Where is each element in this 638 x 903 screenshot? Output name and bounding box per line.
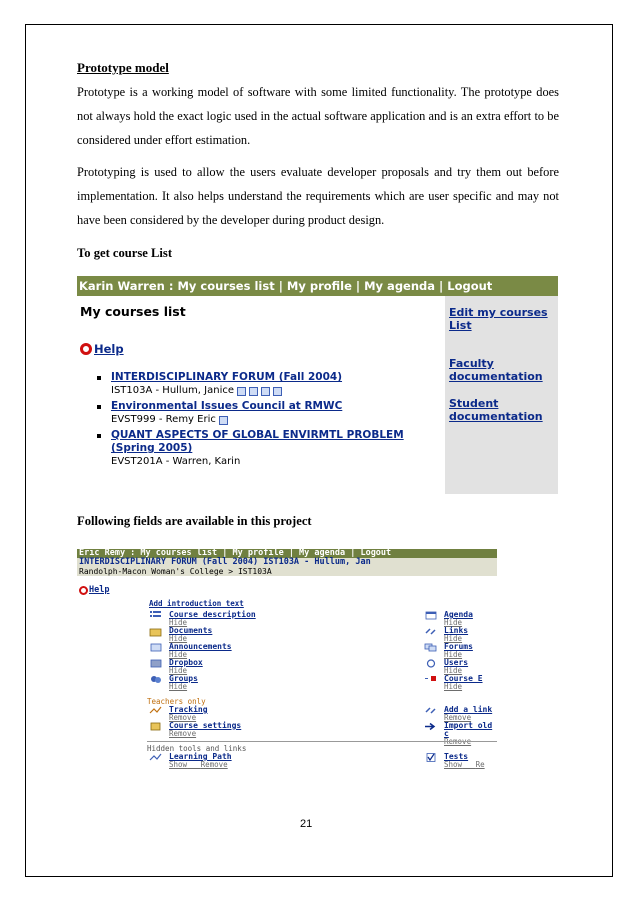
course-code-text: EVST999 - Remy Eric <box>111 414 216 425</box>
tool-action[interactable]: Hide <box>444 682 463 691</box>
shot1-help-link[interactable] <box>80 342 124 356</box>
shot2-course-title: INTERDISCIPLINARY FORUM (Fall 2004) IST103A - Hullum, Jan <box>77 558 497 567</box>
add-introduction-link[interactable]: Add introduction text <box>149 599 244 608</box>
tool-name[interactable]: Tracking <box>169 705 208 714</box>
tool-forums <box>422 643 473 659</box>
help-icon <box>79 586 88 595</box>
tool-name[interactable]: Add a link <box>444 705 493 714</box>
subheading-fields: Following fields are available in this project <box>77 514 312 528</box>
course-icon <box>425 675 437 684</box>
shot1-help-label: Help <box>94 342 124 356</box>
course-code <box>111 455 442 469</box>
tool-name[interactable]: Course settings <box>169 721 242 730</box>
tool-action[interactable]: Hide <box>444 618 463 627</box>
tool-announcements <box>147 643 232 659</box>
remove-link[interactable]: Remove <box>200 760 228 769</box>
calendar-icon <box>425 611 437 620</box>
tool-learning-path <box>147 753 232 769</box>
users-icon <box>425 659 437 668</box>
learning-path-icon <box>150 753 162 762</box>
link-icon <box>425 627 437 636</box>
tool-action[interactable]: Remove <box>169 729 197 738</box>
tool-course-description <box>147 611 256 627</box>
hidden-tools-label: Hidden tools and links <box>147 744 247 753</box>
remove-link[interactable]: Re <box>475 760 485 769</box>
tool-tests <box>422 753 485 769</box>
shot1-top-bar: Karin Warren : My courses list | My profile | My agenda | Logout <box>77 276 558 296</box>
show-link[interactable]: Show <box>444 760 463 769</box>
tool-name[interactable]: Dropbox <box>169 658 203 667</box>
tool-name[interactable]: Links <box>444 626 469 635</box>
teachers-only-label: Teachers only <box>147 697 206 706</box>
shot2-help-label: Help <box>89 585 110 595</box>
mail-icon[interactable] <box>219 416 228 425</box>
shot2-top-bar: Eric Remy : My courses list | My profile | My agenda | Logout <box>77 549 497 558</box>
settings-icon <box>150 722 162 731</box>
tool-action[interactable]: Hide <box>169 634 188 643</box>
folder-icon <box>150 627 162 636</box>
paragraph-1: Prototype is a working model of software with some limited functionality. The prototype does not always hold the exact logic used in the actual software application and is an extra effort to be considered under effort estimation. <box>77 85 559 147</box>
tool-name[interactable]: Course E <box>444 674 483 683</box>
checkbox-icon <box>425 753 437 762</box>
forum-icon <box>425 643 437 652</box>
list-icon <box>150 611 162 620</box>
tool-actions <box>147 761 232 769</box>
list-item <box>97 429 442 469</box>
tool-users <box>422 659 468 675</box>
tool-name[interactable]: Announcements <box>169 642 232 651</box>
tool-documents <box>147 627 212 643</box>
tool-import <box>422 722 497 746</box>
subheading-course-list: To get course List <box>77 246 173 260</box>
tool-name[interactable]: Documents <box>169 626 213 635</box>
edit-icon[interactable] <box>273 387 282 396</box>
tool-action[interactable]: Hide <box>169 666 188 675</box>
course-link[interactable]: Environmental Issues Council at RMWC <box>111 400 343 412</box>
tool-course-e <box>422 675 483 691</box>
tracking-icon <box>150 706 162 715</box>
shot2-breadcrumb: Randolph-Macon Woman's College > IST103A <box>77 567 497 576</box>
tool-action[interactable]: Hide <box>169 650 188 659</box>
tool-tracking <box>147 706 208 722</box>
list-item <box>97 371 442 398</box>
tool-name[interactable]: Groups <box>169 674 198 683</box>
tool-links <box>422 627 468 643</box>
course-code-text: IST103A - Hullum, Janice <box>111 385 234 396</box>
shot1-sidebar <box>445 296 558 494</box>
faculty-documentation-link[interactable]: Faculty documentation <box>449 357 543 383</box>
tool-action[interactable]: Hide <box>444 650 463 659</box>
course-code-text: EVST201A - Warren, Karin <box>111 456 241 467</box>
tool-action[interactable] <box>422 738 497 746</box>
tool-action[interactable]: Hide <box>444 666 463 675</box>
list-item <box>97 400 442 427</box>
help-icon <box>80 343 92 355</box>
course-tools-screenshot <box>77 548 497 769</box>
course-link[interactable]: QUANT ASPECTS OF GLOBAL ENVIRMTL PROBLEM (Spring 2005) <box>111 429 404 454</box>
course-list-screenshot <box>77 276 558 494</box>
shot1-main <box>77 296 443 494</box>
tool-name[interactable]: Agenda <box>444 610 473 619</box>
paragraph-2: Prototyping is used to allow the users evaluate developer proposals and try them out before implementation. It also helps understand the requirements which are user specific and may not have been considered by the developer during product design. <box>77 165 559 227</box>
import-arrow-icon <box>425 722 437 731</box>
tool-agenda <box>422 611 473 627</box>
groups-icon <box>150 675 162 684</box>
divider <box>147 741 497 742</box>
course-code <box>111 384 442 398</box>
course-list <box>97 371 442 471</box>
document-icon[interactable] <box>237 387 246 396</box>
tool-action[interactable]: Hide <box>169 618 188 627</box>
course-code <box>111 413 442 427</box>
tool-dropbox <box>147 659 203 675</box>
course-link[interactable]: INTERDISCIPLINARY FORUM (Fall 2004) <box>111 371 343 383</box>
tool-name[interactable]: Import old c <box>444 721 493 738</box>
tool-action[interactable]: Hide <box>444 634 463 643</box>
tool-name[interactable]: Forums <box>444 642 473 651</box>
tool-action[interactable]: Remove <box>444 713 472 722</box>
dropbox-icon <box>150 659 162 668</box>
page-number: 21 <box>300 818 313 830</box>
tool-actions <box>422 761 485 769</box>
tool-action[interactable]: Remove <box>169 713 197 722</box>
tool-course-settings <box>147 722 241 738</box>
tool-groups <box>147 675 198 691</box>
show-link[interactable]: Show <box>169 760 188 769</box>
shot1-title: My courses list <box>80 304 186 319</box>
tool-name[interactable]: Users <box>444 658 469 667</box>
document-body <box>77 60 559 274</box>
edit-courses-link[interactable]: Edit my courses List <box>449 306 548 332</box>
student-documentation-link[interactable]: Student documentation <box>449 397 543 423</box>
tools-icon[interactable] <box>261 387 270 396</box>
tool-action[interactable]: Hide <box>169 682 188 691</box>
announcement-icon <box>150 643 162 652</box>
mail-icon[interactable] <box>249 387 258 396</box>
add-link-icon <box>425 706 437 715</box>
tool-name[interactable]: Tests <box>444 752 469 761</box>
section-heading: Prototype model <box>77 60 169 75</box>
shot2-help-link[interactable] <box>79 585 109 595</box>
tool-name[interactable]: Course description <box>169 610 256 619</box>
tool-add-link <box>422 706 492 722</box>
tool-name[interactable]: Learning Path <box>169 752 232 761</box>
